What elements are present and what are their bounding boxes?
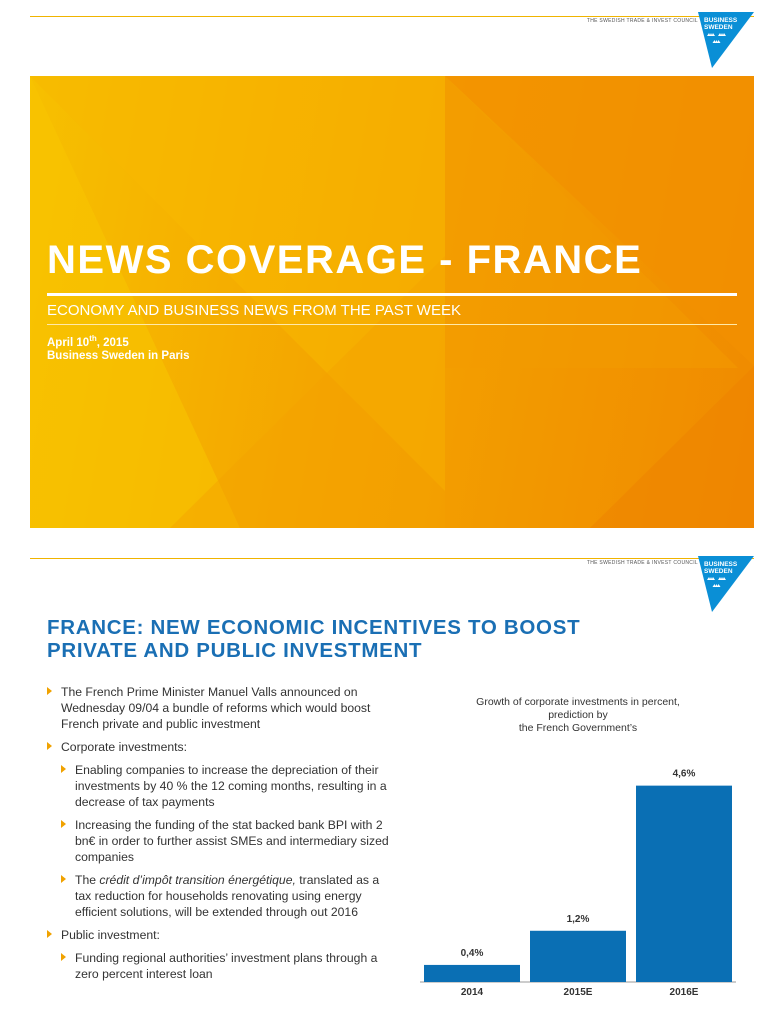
data-label-2016E: 4,6% (672, 768, 696, 780)
slide-title (47, 616, 580, 662)
investment-bar-chart (410, 730, 746, 996)
bar-2016E (636, 786, 732, 982)
cover-title: NEWS COVERAGE - FRANCE (47, 238, 643, 282)
logo-line2: SWEDEN (704, 568, 733, 575)
bar-2015E (530, 931, 626, 982)
logo-line2: SWEDEN (704, 24, 733, 31)
title-rule (47, 293, 737, 296)
data-label-2015E: 1,2% (566, 913, 590, 925)
slide-title-line2: PRIVATE AND PUBLIC INVESTMENT (47, 639, 423, 662)
bullet-arrow-icon (61, 875, 66, 883)
bullet-arrow-icon (61, 765, 66, 773)
x-tick-2016E: 2016E (669, 987, 699, 996)
business-sweden-logo (698, 12, 754, 68)
council-text: THE SWEDISH TRADE & INVEST COUNCIL (586, 18, 698, 24)
bullet-item: The French Prime Minister Manuel Valls announced on Wednesday 09/04 a bundle of reforms which would boost French private and public investment (47, 684, 392, 732)
business-sweden-logo (698, 556, 754, 612)
logo-line1: BUSINESS (704, 561, 738, 568)
slide-title-line1: FRANCE: NEW ECONOMIC INCENTIVES TO BOOST (47, 616, 581, 639)
bullet-item: Corporate investments: (47, 739, 392, 755)
header-rule (30, 558, 754, 559)
sub-bullet-item: Funding regional authorities’ investment plans through a zero percent interest loan (61, 950, 392, 982)
header-rule (30, 16, 754, 17)
cover-date: April 10th, 2015 (47, 334, 129, 349)
bar-2014 (424, 965, 520, 982)
council-text: THE SWEDISH TRADE & INVEST COUNCIL (586, 560, 698, 566)
logo-line1: BUSINESS (704, 17, 738, 24)
bullet-arrow-icon (47, 687, 52, 695)
bullet-arrow-icon (61, 953, 66, 961)
bullet-arrow-icon (47, 930, 52, 938)
sub-bullet-item: Increasing the funding of the stat backed bank BPI with 2 bn€ in order to further assist SMEs and intermediary sized companies (61, 817, 392, 865)
sub-bullet-item: Enabling companies to increase the depreciation of their investments by 40 % the 12 coming months, resulting in a decrease of tax payments (61, 762, 392, 810)
cover-subtitle: ECONOMY AND BUSINESS NEWS FROM THE PAST WEEK (47, 302, 461, 319)
data-label-2014: 0,4% (460, 947, 484, 959)
x-tick-2015E: 2015E (563, 987, 593, 996)
bullet-list (47, 684, 392, 989)
bullet-arrow-icon (47, 742, 52, 750)
x-tick-2014: 2014 (460, 987, 484, 996)
chart-title: Growth of corporate investments in percent, prediction by the French Government’s (476, 696, 680, 734)
subtitle-rule (47, 324, 737, 325)
cover-hero (30, 76, 754, 528)
bullet-item: Public investment: (47, 927, 392, 943)
sub-bullet-item: The crédit d’impôt transition énergétique, translated as a tax reduction for households renovating using energy efficient solutions, will be extended through out 2016 (61, 872, 392, 920)
bullet-arrow-icon (61, 820, 66, 828)
cover-organization: Business Sweden in Paris (47, 350, 190, 362)
content-slide (0, 550, 768, 1024)
